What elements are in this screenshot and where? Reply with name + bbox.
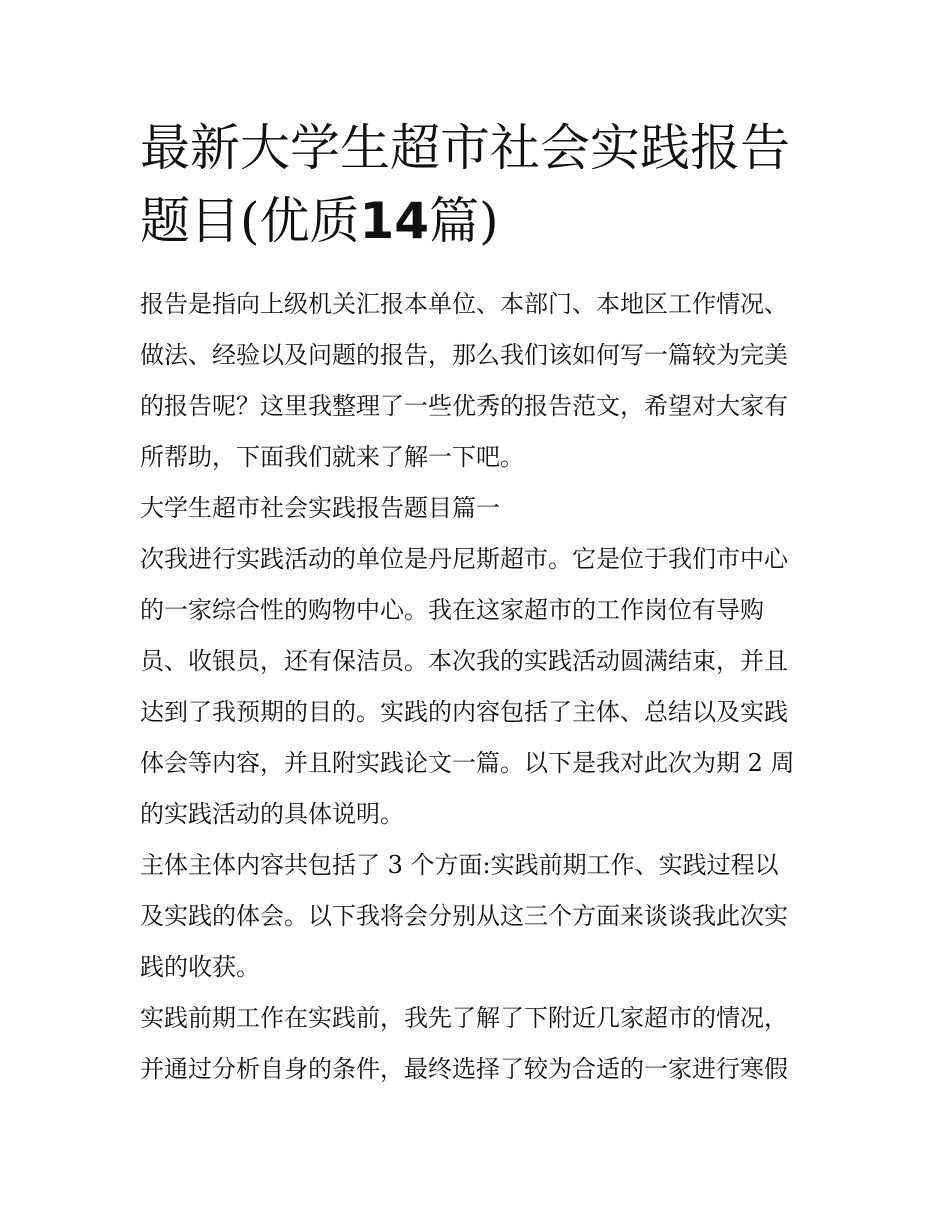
paragraph-line: 及实践的体会。以下我将会分别从这三个方面来谈谈我此次实 [140,902,788,930]
body-paragraph-1 [140,534,820,840]
title-count: 14 [359,192,430,250]
paragraph-line: 员、收银员，还有保洁员。本次我的实践活动圆满结束，并且 [140,647,788,675]
title-line-2-pre: 题目(优质 [140,192,360,250]
body-paragraph-3 [140,993,820,1095]
paragraph-line: 实践前期工作在实践前，我先了解了下附近几家超市的情况， [140,1004,788,1032]
paragraph-line: 践的收获。 [140,953,260,981]
section-heading [140,483,820,534]
intro-paragraph [140,279,820,483]
document-body [140,279,820,1095]
paragraph-line: 次我进行实践活动的单位是丹尼斯超市。它是位于我们市中心 [140,545,788,573]
body-paragraph-2 [140,840,820,993]
document-title [140,112,830,258]
intro-line: 的报告呢？这里我整理了一些优秀的报告范文，希望对大家有 [140,392,788,420]
paragraph-line: 的一家综合性的购物中心。我在这家超市的工作岗位有导购 [140,596,764,624]
paragraph-line: 达到了我预期的目的。实践的内容包括了主体、总结以及实践 [140,698,788,726]
title-line-2 [140,185,830,258]
intro-line: 报告是指向上级机关汇报本单位、本部门、本地区工作情况、 [140,290,788,318]
section-heading-text: 大学生超市社会实践报告题目篇一 [140,494,500,522]
title-line-2-post: 篇) [429,192,499,250]
paragraph-line: 主体主体内容共包括了 3 个方面:实践前期工作、实践过程以 [140,851,779,879]
intro-line: 做法、经验以及问题的报告，那么我们该如何写一篇较为完美 [140,341,788,369]
paragraph-line: 体会等内容，并且附实践论文一篇。以下是我对此次为期 2 周 [140,749,795,777]
intro-line: 所帮助，下面我们就来了解一下吧。 [140,443,524,471]
title-line-1: 最新大学生超市社会实践报告 [140,119,790,177]
paragraph-line: 并通过分析自身的条件，最终选择了较为合适的一家进行寒假 [140,1055,788,1083]
paragraph-line: 的实践活动的具体说明。 [140,800,404,828]
